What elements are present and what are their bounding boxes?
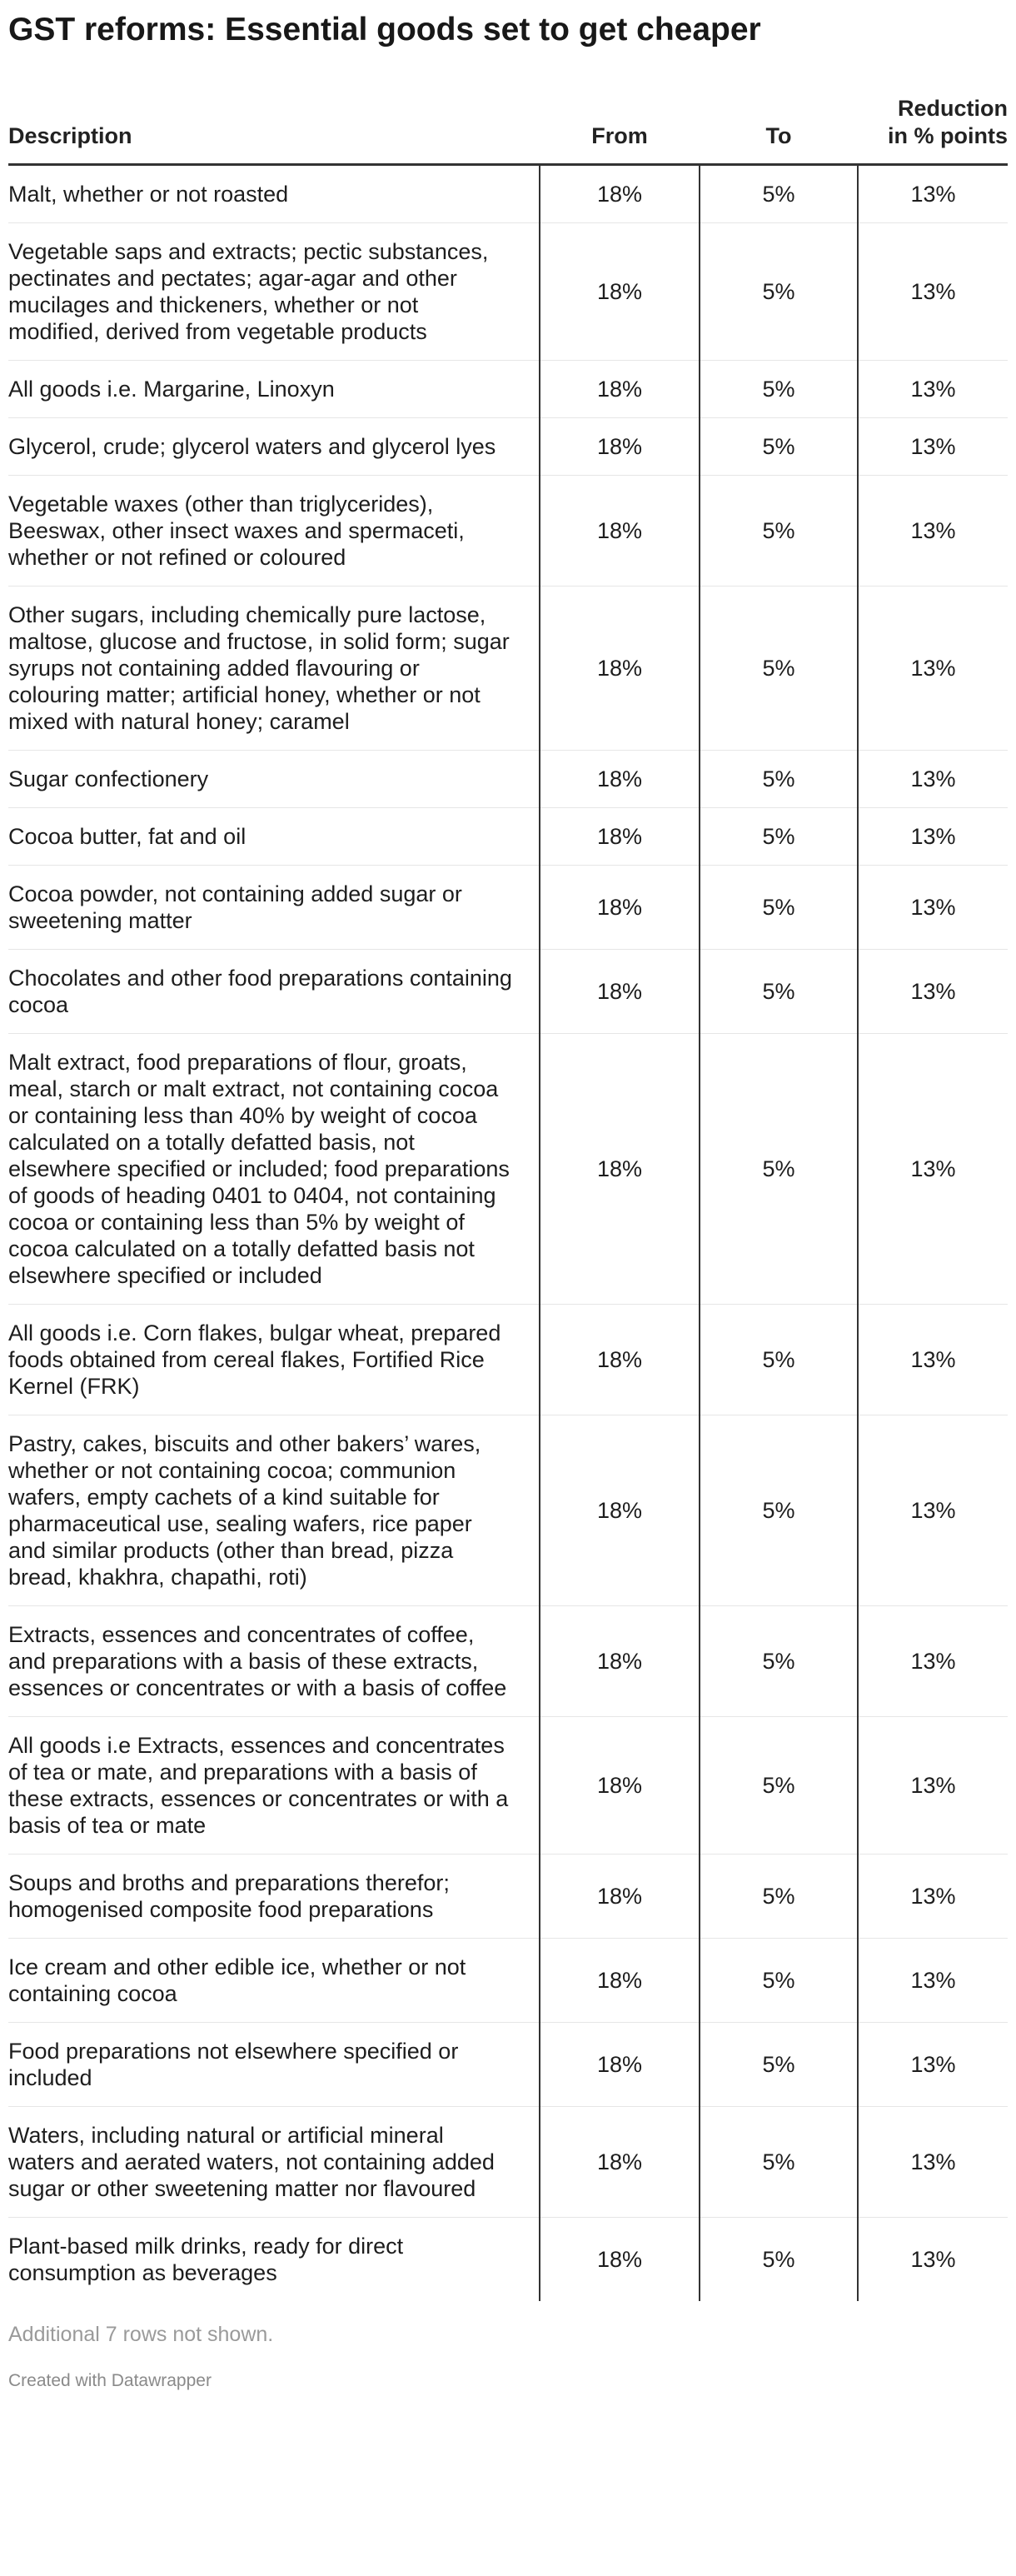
table-row	[8, 1855, 1008, 1939]
cell-reduction: 13%	[858, 866, 1008, 950]
cell-description: All goods i.e. Corn flakes, bulgar wheat, prepared foods obtained from cereal flakes, Fortified Rice Kernel (FRK)	[8, 1305, 540, 1415]
cell-to: 5%	[700, 476, 858, 587]
cell-reduction: 13%	[858, 1415, 1008, 1606]
cell-to: 5%	[700, 223, 858, 361]
table-row	[8, 1034, 1008, 1305]
cell-to: 5%	[700, 1415, 858, 1606]
cell-reduction: 13%	[858, 361, 1008, 418]
table-row	[8, 751, 1008, 808]
column-header-reduction[interactable]	[858, 95, 1008, 165]
cell-to: 5%	[700, 2107, 858, 2218]
page	[8, 0, 1016, 2393]
cell-reduction: 13%	[858, 2218, 1008, 2302]
cell-to: 5%	[700, 950, 858, 1034]
cell-description: Ice cream and other edible ice, whether or not containing cocoa	[8, 1939, 540, 2023]
cell-reduction: 13%	[858, 2107, 1008, 2218]
cell-from: 18%	[540, 361, 700, 418]
table-row	[8, 476, 1008, 587]
cell-description: Waters, including natural or artificial mineral waters and aerated waters, not containing added sugar or other sweetening matter nor flavoured	[8, 2107, 540, 2218]
column-header-reduction-line2: in % points	[888, 123, 1008, 148]
cell-to: 5%	[700, 808, 858, 866]
cell-reduction: 13%	[858, 751, 1008, 808]
table-row	[8, 1717, 1008, 1855]
cell-reduction: 13%	[858, 223, 1008, 361]
cell-description: Glycerol, crude; glycerol waters and glycerol lyes	[8, 418, 540, 476]
table-row	[8, 2107, 1008, 2218]
cell-to: 5%	[700, 1606, 858, 1717]
cell-description: Vegetable saps and extracts; pectic substances, pectinates and pectates; agar-agar and other mucilages and thickeners, whether or not modified, derived from vegetable products	[8, 223, 540, 361]
cell-from: 18%	[540, 418, 700, 476]
cell-reduction: 13%	[858, 2023, 1008, 2107]
cell-to: 5%	[700, 1855, 858, 1939]
cell-to: 5%	[700, 1717, 858, 1855]
cell-description: All goods i.e. Margarine, Linoxyn	[8, 361, 540, 418]
cell-reduction: 13%	[858, 1606, 1008, 1717]
cell-reduction: 13%	[858, 418, 1008, 476]
cell-description: Malt extract, food preparations of flour, groats, meal, starch or malt extract, not containing cocoa or containing less than 40% by weight of cocoa calculated on a totally defatted basis, not elsewhere specified or included; food preparations of goods of heading 0401 to 0404, not containing cocoa or containing less than 5% by weight of cocoa calculated on a totally defatted basis not elsewhere specified or included	[8, 1034, 540, 1305]
cell-description: Chocolates and other food preparations containing cocoa	[8, 950, 540, 1034]
table-row	[8, 1305, 1008, 1415]
cell-from: 18%	[540, 1939, 700, 2023]
cell-reduction: 13%	[858, 808, 1008, 866]
cell-description: Other sugars, including chemically pure lactose, maltose, glucose and fructose, in solid form; sugar syrups not containing added flavouring or colouring matter; artificial honey, whether or not mixed with natural honey; caramel	[8, 587, 540, 751]
cell-from: 18%	[540, 1717, 700, 1855]
column-header-description[interactable]: Description	[8, 95, 540, 165]
page-title: GST reforms: Essential goods set to get cheaper	[8, 12, 761, 47]
cell-from: 18%	[540, 1855, 700, 1939]
footer-note: Additional 7 rows not shown.	[8, 2323, 274, 2346]
cell-from: 18%	[540, 1606, 700, 1717]
table-row	[8, 165, 1008, 223]
gst-table	[8, 95, 1008, 2301]
table-row	[8, 866, 1008, 950]
cell-from: 18%	[540, 866, 700, 950]
cell-description: All goods i.e Extracts, essences and concentrates of tea or mate, and preparations with a basis of these extracts, essences or concentrates or with a basis of tea or mate	[8, 1717, 540, 1855]
cell-to: 5%	[700, 751, 858, 808]
cell-reduction: 13%	[858, 165, 1008, 223]
column-header-to[interactable]: To	[700, 95, 858, 165]
table-header	[8, 95, 1008, 165]
table-row	[8, 1606, 1008, 1717]
column-header-from[interactable]: From	[540, 95, 700, 165]
cell-to: 5%	[700, 1939, 858, 2023]
table-row	[8, 1939, 1008, 2023]
cell-description: Pastry, cakes, biscuits and other bakers’ wares, whether or not containing cocoa; communion wafers, empty cachets of a kind suitable for pharmaceutical use, sealing wafers, rice paper and similar products (other than bread, pizza bread, khakhra, chapathi, roti)	[8, 1415, 540, 1606]
cell-to: 5%	[700, 1305, 858, 1415]
cell-to: 5%	[700, 2218, 858, 2302]
cell-from: 18%	[540, 950, 700, 1034]
cell-reduction: 13%	[858, 1855, 1008, 1939]
cell-description: Plant-based milk drinks, ready for direct consumption as beverages	[8, 2234, 404, 2285]
table-row	[8, 2218, 1008, 2302]
cell-from: 18%	[540, 1305, 700, 1415]
cell-from: 18%	[540, 751, 700, 808]
cell-reduction: 13%	[858, 587, 1008, 751]
cell-from: 18%	[540, 2218, 700, 2302]
cell-description: Food preparations not elsewhere specified or included	[8, 2023, 540, 2107]
cell-to: 5%	[700, 418, 858, 476]
table-row	[8, 2023, 1008, 2107]
table-row	[8, 223, 1008, 361]
cell-reduction: 13%	[858, 1034, 1008, 1305]
cell-from: 18%	[540, 587, 700, 751]
table-row	[8, 950, 1008, 1034]
cell-from: 18%	[540, 808, 700, 866]
cell-from: 18%	[540, 476, 700, 587]
table-row	[8, 1415, 1008, 1606]
cell-description: Cocoa butter, fat and oil	[8, 808, 540, 866]
cell-to: 5%	[700, 361, 858, 418]
cell-from: 18%	[540, 2023, 700, 2107]
table-row	[8, 808, 1008, 866]
cell-to: 5%	[700, 587, 858, 751]
header-row	[8, 95, 1008, 165]
table-row	[8, 587, 1008, 751]
cell-from: 18%	[540, 223, 700, 361]
cell-description: Sugar confectionery	[8, 751, 540, 808]
cell-reduction: 13%	[858, 476, 1008, 587]
cell-reduction: 13%	[858, 1717, 1008, 1855]
cell-description: Malt, whether or not roasted	[8, 165, 540, 223]
cell-to: 5%	[700, 1034, 858, 1305]
table-body	[8, 165, 1008, 2302]
table-row	[8, 361, 1008, 418]
cell-description: Soups and broths and preparations therefor; homogenised composite food preparations	[8, 1855, 540, 1939]
cell-reduction: 13%	[858, 1305, 1008, 1415]
credit-line: Created with Datawrapper	[8, 2371, 212, 2390]
cell-from: 18%	[540, 165, 700, 223]
table-row	[8, 418, 1008, 476]
cell-description: Vegetable waxes (other than triglycerides), Beeswax, other insect waxes and spermaceti, whether or not refined or coloured	[8, 476, 540, 587]
cell-from: 18%	[540, 1034, 700, 1305]
cell-reduction: 13%	[858, 950, 1008, 1034]
cell-description: Cocoa powder, not containing added sugar or sweetening matter	[8, 866, 540, 950]
cell-description: Extracts, essences and concentrates of coffee, and preparations with a basis of these extracts, essences or concentrates or with a basis of coffee	[8, 1606, 540, 1717]
column-header-reduction-line1: Reduction	[898, 96, 1008, 121]
cell-to: 5%	[700, 2023, 858, 2107]
cell-from: 18%	[540, 2107, 700, 2218]
cell-from: 18%	[540, 1415, 700, 1606]
cell-to: 5%	[700, 165, 858, 223]
cell-reduction: 13%	[858, 1939, 1008, 2023]
cell-to: 5%	[700, 866, 858, 950]
